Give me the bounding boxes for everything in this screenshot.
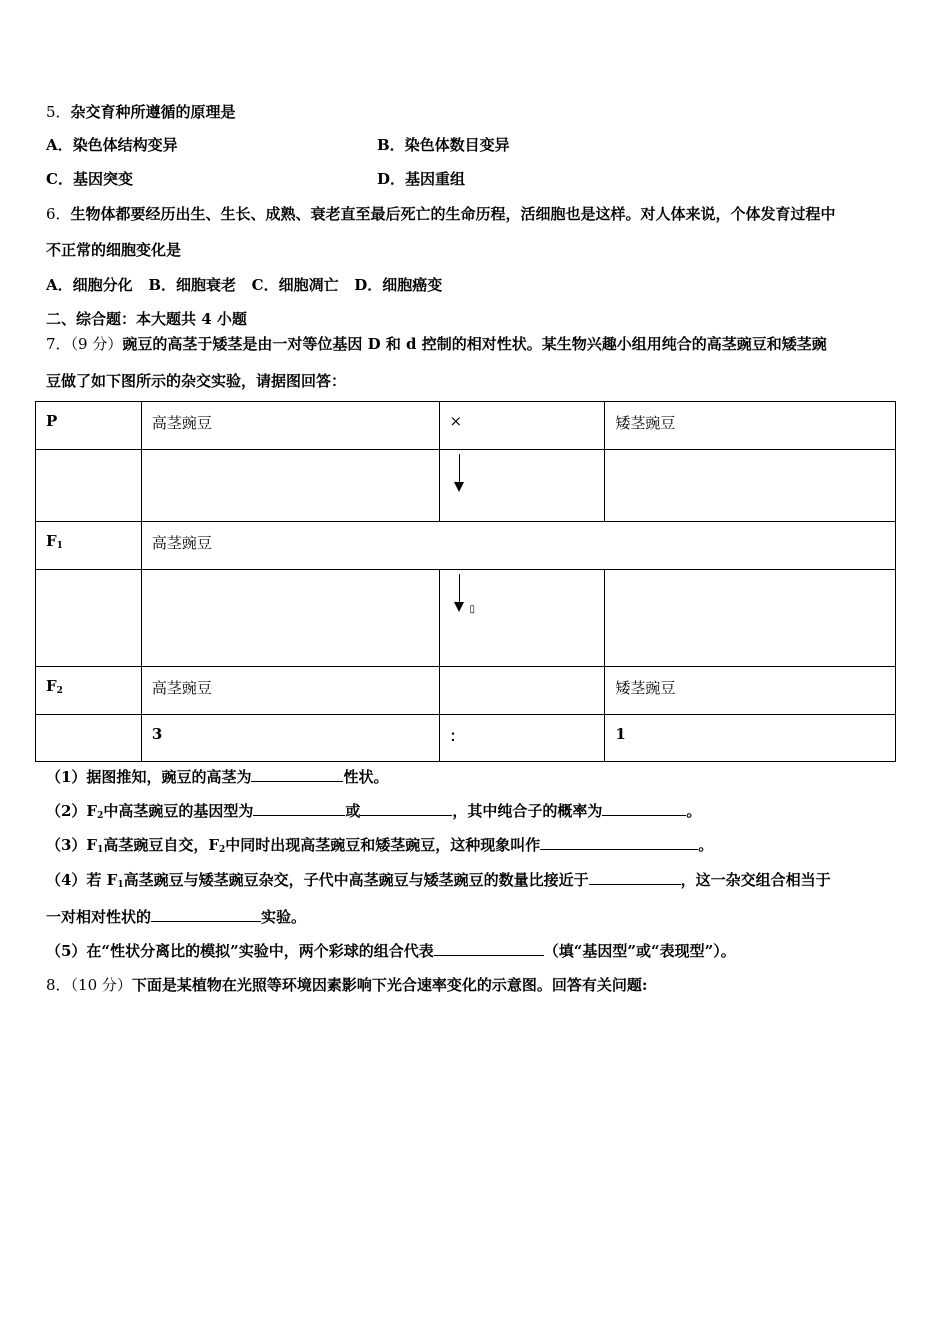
q5-option-c: C．基因突变	[46, 170, 133, 188]
sub4-text-a: （4）若 F	[46, 871, 118, 889]
sub4-text-b: 高茎豌豆与矮茎豌豆杂交，子代中高茎豌豆与矮茎豌豆的数量比接近于	[123, 871, 589, 889]
empty-cell	[605, 570, 896, 667]
q7-number: 7．	[46, 335, 71, 353]
q8-stem	[46, 975, 647, 995]
sub3-text-d: 。	[698, 836, 714, 854]
q8-score: （10 分）	[70, 976, 132, 994]
q7-stem-text: 豌豆的高茎于矮茎是由一对等位基因 D 和 d 控制的相对性状。某生物兴趣小组用纯合的高茎豌豆和矮茎豌	[122, 335, 827, 353]
q8-stem-text: 下面是某植物在光照等环境因素影响下光合速率变化的示意图。回答有关问题:	[131, 976, 648, 994]
q7-score: （9 分）	[70, 335, 123, 353]
answer-blank[interactable]	[434, 940, 544, 956]
sub1-text-b: 性状。	[343, 768, 389, 786]
section-title: 二、综合题：本大题共 4 小题	[46, 310, 247, 328]
answer-blank[interactable]	[602, 800, 686, 816]
cross-diagram-table	[35, 401, 896, 762]
q6-option-d: D．细胞癌变	[354, 276, 443, 294]
q5-option-d: D．基因重组	[377, 170, 466, 188]
f2-tall-cell: 高茎豌豆	[141, 667, 439, 715]
p-short-cell: 矮茎豌豆	[605, 402, 896, 450]
answer-blank[interactable]	[253, 800, 345, 816]
p-tall-cell: 高茎豌豆	[141, 402, 439, 450]
table-row-arrow2	[36, 570, 896, 667]
empty-cell	[141, 570, 439, 667]
q8-number: 8．	[46, 976, 71, 994]
down-arrow-icon	[450, 454, 470, 494]
q6-option-b: B．细胞衰老	[148, 276, 236, 294]
self-cross-mark: ▯	[469, 604, 476, 615]
f1-label: $F_1$	[36, 522, 142, 570]
sub5-text-b: （填“基因型”或“表现型”）。	[543, 942, 736, 960]
empty-cell	[36, 450, 142, 522]
q5-stem-text: 杂交育种所遵循的原理是	[70, 103, 236, 121]
empty-cell	[36, 570, 142, 667]
f1-tall-cell: 高茎豌豆	[141, 522, 895, 570]
table-row-f1	[36, 522, 896, 570]
f2-short-cell: 矮茎豌豆	[605, 667, 896, 715]
cross-sign: ×	[439, 402, 605, 450]
answer-blank[interactable]	[360, 800, 452, 816]
table-row-f2	[36, 667, 896, 715]
q5-stem	[46, 102, 236, 122]
q6-stem-line2: 不正常的细胞变化是	[46, 241, 182, 259]
sub4-text-line2a: 一对相对性状的	[46, 908, 152, 926]
ratio-left: 3	[141, 715, 439, 762]
sub2-text-e: 。	[686, 802, 702, 820]
empty-cell	[605, 450, 896, 522]
empty-cell	[439, 667, 605, 715]
sub5-text-a: （5）在“性状分离比的模拟”实验中，两个彩球的组合代表	[46, 942, 434, 960]
answer-blank[interactable]	[151, 906, 261, 922]
arrow-cell	[439, 570, 605, 667]
empty-cell	[36, 715, 142, 762]
answer-blank[interactable]	[251, 766, 343, 782]
q7-sub4-line2	[46, 906, 306, 927]
sub2-text-a: （2）F	[46, 802, 98, 820]
table-row-p	[36, 402, 896, 450]
sub4-text-line2b: 实验。	[261, 908, 307, 926]
q7-sub4: （4）若 $F_1$高茎豌豆与矮茎豌豆杂交，子代中高茎豌豆与矮茎豌豆的数量比接近于 ，这一杂交组合相当于	[46, 871, 831, 890]
q6-number: 6．	[46, 205, 71, 223]
ratio-right: 1	[605, 715, 896, 762]
down-arrow-icon	[450, 574, 476, 615]
q5-number: 5．	[46, 103, 71, 121]
q6-option-a: A．细胞分化	[46, 276, 133, 294]
answer-blank[interactable]	[540, 834, 698, 850]
q7-stem-line2: 豆做了如下图所示的杂交实验，请据图回答：	[46, 372, 347, 390]
q6-stem-text: 生物体都要经历出生、生长、成熟、衰老直至最后死亡的生命历程，活细胞也是这样。对人体来说，个体发育过程中	[70, 205, 836, 223]
q7-sub3: $(3)F_1$高茎豌豆自交，$F_2$中同时出现高茎豌豆和矮茎豌豆，这种现象叫作 。	[46, 836, 714, 855]
answer-blank[interactable]	[589, 869, 681, 885]
q7-sub1	[46, 766, 388, 787]
q6-options	[46, 275, 442, 295]
table-row-ratio	[36, 715, 896, 762]
sub1-text-a: （1）据图推知，豌豆的高茎为	[46, 768, 252, 786]
sub2-text-b: 中高茎豌豆的基因型为	[103, 802, 254, 820]
f2-label: $F_2$	[36, 667, 142, 715]
q7-sub5	[46, 940, 736, 961]
sub3-text-a: （3）F	[46, 836, 98, 854]
q7-sub2: $(2)F_2$中高茎豌豆的基因型为 或 ，其中纯合子的概率为 。	[46, 802, 702, 821]
q6-option-c: C．细胞凋亡	[251, 276, 339, 294]
sub3-text-c: 中同时出现高茎豌豆和矮茎豌豆，这种现象叫作	[225, 836, 541, 854]
q6-stem-line1	[46, 204, 836, 224]
p-label: P	[36, 402, 142, 450]
q5-option-b: B．染色体数目变异	[377, 136, 510, 154]
arrow-cell	[439, 450, 605, 522]
sub4-text-c: ，这一杂交组合相当于	[680, 871, 831, 889]
sub3-text-b: 高茎豌豆自交，F	[103, 836, 220, 854]
sub2-text-c: 或	[345, 802, 361, 820]
empty-cell	[141, 450, 439, 522]
ratio-colon: ：	[439, 715, 605, 762]
q5-option-a: A．染色体结构变异	[46, 136, 178, 154]
table-row-arrow1	[36, 450, 896, 522]
q7-stem-line1	[46, 334, 827, 354]
sub2-text-d: ，其中纯合子的概率为	[452, 802, 603, 820]
